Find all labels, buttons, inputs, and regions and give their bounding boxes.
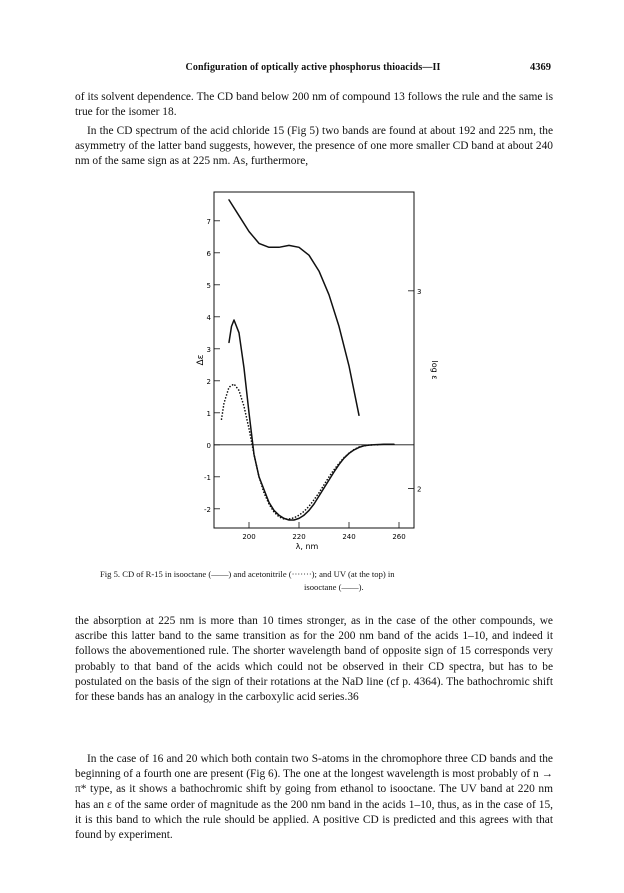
figure-caption: [100, 568, 540, 594]
y-tick-label-left: 7: [206, 217, 211, 226]
y-tick-label-left: 3: [206, 345, 211, 354]
paragraph-2: In the CD spectrum of the acid chloride 15 (Fig 5) two bands are found at about 192 and 225 nm, the asymmetry of the latter band suggests, however, the presence of one more smaller CD band at about 240 nm of the same sign as at 225 nm. As, furthermore,: [75, 125, 553, 168]
y-tick-label-left: 2: [206, 377, 211, 386]
y-tick-label-left: -1: [204, 473, 211, 482]
paragraph-3: the absorption at 225 nm is more than 10 times stronger, as in the case of the other compounds, we ascribe this latter band to the same transition as for the 200 nm band of the acids 1–10, and indeed it follows the abovementioned rule. The shorter wavelength band of opposite sign of 15 corresponds very probably to that band of the acids which could not be observed in their CD spectra, but has to be postulated on the basis of the sign of their rotations at the NaD line (cf p. 4364). The bathochromic shift for these bands has an analogy in the carboxylic acid series.36: [75, 615, 553, 704]
series-line-2: [229, 320, 394, 520]
y-tick-label-left: 1: [206, 409, 211, 418]
chart-series: [222, 200, 395, 520]
series-line-3: [222, 384, 380, 519]
y-tick-label-left: 5: [206, 281, 211, 290]
caption-line-1: Fig 5. CD of R-15 in isooctane (——) and acetonitrile (·······); and UV (at the top) in: [100, 569, 395, 579]
page-number: 4369: [530, 62, 551, 73]
paragraph-4: In the case of 16 and 20 which both contain two S-atoms in the chromophore three CD bands and the beginning of a fourth one are present (Fig 6). The one at the longest wavelength is most probably of n → π* type, as it shows a bathochromic shift by going from ethanol to isooctane. The UV band at 220 nm has an ε of the same order of magnitude as the 200 nm band in the acids 1–10, thus, as in the case of 15, it is this band to which the rule should be applied. A positive CD is predicted and this agrees with that found by experiment.: [75, 753, 553, 842]
plot-frame: [214, 192, 414, 528]
y-tick-label-left: -2: [204, 505, 211, 514]
x-tick-label: 260: [392, 533, 406, 541]
x-axis-label: λ, nm: [295, 542, 319, 551]
series-line-1: [229, 200, 359, 415]
y-axis-label-right: log ε: [430, 360, 439, 380]
y-tick-label-left: 4: [206, 313, 211, 322]
chart-frame: [214, 192, 414, 528]
paragraph-1: of its solvent dependence. The CD band below 200 nm of compound 13 follows the rule and the same is true for the isomer 18.: [75, 91, 553, 119]
running-title: Configuration of optically active phosphorus thioacids—II: [185, 62, 441, 73]
caption-line-2: isooctane (——).: [304, 582, 364, 592]
chart-ticks: [204, 218, 421, 541]
x-tick-label: 200: [242, 533, 256, 541]
y-tick-label-left: 6: [206, 249, 211, 258]
x-tick-label: 220: [292, 533, 306, 541]
y-tick-label-right: 2: [417, 485, 422, 494]
y-axis-label-left: Δε: [196, 354, 206, 366]
y-tick-label-left: 0: [206, 441, 211, 450]
y-tick-label-right: 3: [417, 287, 422, 296]
x-tick-label: 240: [342, 533, 356, 541]
